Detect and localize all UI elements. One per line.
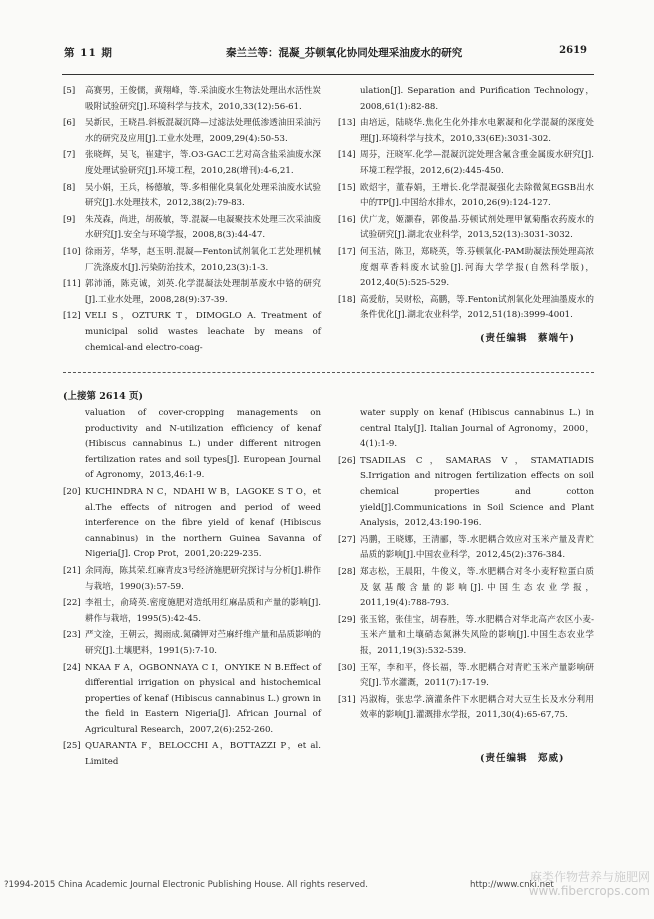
reference-number: [23] bbox=[63, 630, 81, 641]
reference-entry bbox=[338, 454, 594, 532]
reference-text: valuation of cover-cropping managements on productivity and N-utilization efficiency of kenaf (Hibiscus cannabinus L.) under different nitrogen fertilization rates and soil types[J]. European Journal of Agronomy，2013,46:1-9. bbox=[85, 408, 321, 481]
reference-text: QUARANTA F，BELOCCHI A，BOTTAZZI P，et al. Limited bbox=[85, 741, 321, 768]
reference-entry bbox=[338, 181, 594, 212]
reference-text: KUCHINDRA N C，NDAHI W B，LAGOKE S T O，et al.The effects of nitrogen and period of weed interference on the fibre yield of kenaf (Hibiscus cannabinus) in the northern Guinea Savanna of Nigeria[J]. Crop Prot，2001,20:229-235. bbox=[85, 486, 321, 560]
reference-text: 余同海，陈其荣.红麻青皮3号经济施肥研究探讨与分析[J].耕作与栽培，1990(3):57-59. bbox=[85, 565, 321, 592]
reference-number: [7] bbox=[63, 150, 76, 161]
reference-text: 郭沛涌，陈克诚，刘英.化学混凝法处理制革废水中铬的研究[J].工业水处理，2008,28(9):37-39. bbox=[85, 279, 321, 305]
reference-text: ulation[J]. Separation and Purification Technology，2008,61(1):82-88. bbox=[360, 86, 594, 112]
reference-number: [5] bbox=[63, 86, 76, 96]
section-separator bbox=[63, 372, 594, 373]
reference-number: [24] bbox=[63, 662, 81, 673]
page-number: 2619 bbox=[559, 45, 587, 56]
reference-entry bbox=[63, 116, 321, 147]
reference-number: [16] bbox=[338, 214, 356, 225]
reference-entry bbox=[338, 693, 594, 724]
reference-entry bbox=[63, 596, 321, 627]
reference-entry bbox=[338, 213, 594, 244]
reference-text: 冯淑梅，张忠学.滴灌条件下水肥耦合对大豆生长及水分利用效率的影响[J].灌溉排水学报，2011,30(4):65-67,75. bbox=[360, 694, 594, 721]
reference-number: [12] bbox=[63, 311, 81, 322]
reference-entry bbox=[338, 613, 594, 660]
reference-list-bottom-left bbox=[63, 406, 321, 772]
reference-entry bbox=[63, 309, 321, 356]
reference-text: 朱茂森，尚进，胡莜敏，等.混凝—电凝聚技术处理三次采油废水研究[J].安全与环境学报，2008,8(3):44-47. bbox=[85, 214, 321, 241]
reference-number: [13] bbox=[338, 118, 356, 129]
reference-number: [31] bbox=[338, 694, 356, 705]
reference-entry bbox=[338, 565, 594, 612]
reference-text: 由培远，陆晓华.焦化生化外排水电絮凝和化学混凝的深度处理[J].环境科学与技术，2010,33(6E):3031-302. bbox=[360, 118, 594, 144]
reference-text: 李祖士，俞琦英.密度施肥对造纸用红麻品质和产量的影响[J].耕作与栽培，1995(5):42-45. bbox=[85, 598, 321, 624]
reference-number: [10] bbox=[63, 246, 81, 257]
reference-text: 何玉洁，陈卫，郑晓英，等.芬顿氧化-PAM助凝法预处理高浓度烟草香料废水试验[J].河海大学学报(自然科学版)，2012,40(5):525-529. bbox=[360, 246, 594, 289]
reference-number: [30] bbox=[338, 662, 356, 673]
reference-entry bbox=[338, 116, 594, 147]
reference-entry bbox=[63, 406, 321, 484]
reference-text: 欧炤宇，董春娟，王增长.化学混凝强化去除微氮EGSB出水中的TP[J].中国给水排水，2010,26(9):124-127. bbox=[360, 182, 594, 209]
reference-number: [26] bbox=[338, 455, 356, 466]
reference-number: [15] bbox=[338, 182, 356, 193]
reference-number: [14] bbox=[338, 150, 356, 161]
reference-entry bbox=[63, 84, 321, 115]
reference-entry bbox=[338, 661, 594, 692]
reference-entry bbox=[63, 245, 321, 276]
reference-text: 高赛男，王俊儒，黄翔峰，等.采油废水生物法处理出水活性炭吸附试验研究[J].环境科学与技术，2010,33(12):56-61. bbox=[85, 86, 321, 112]
reference-text: 周芬，汪晓军.化学—混凝沉淀处理含氟含重金属废水研究[J].环境工程学报，2012,6(2):445-450. bbox=[360, 150, 594, 176]
reference-list-bottom-right bbox=[338, 406, 594, 725]
reference-entry bbox=[338, 245, 594, 292]
reference-text: 严文淦，王朝云，揭雨成.氮磷钾对苎麻纤维产量和品质影响的研究[J].土壤肥料，1991(5):7-10. bbox=[85, 630, 321, 656]
watermark-title: 麻类作物营养与施肥网 bbox=[529, 870, 650, 884]
reference-entry bbox=[63, 181, 321, 212]
reference-text: 伏广龙，姬灏春，郭俊晶.芬顿试剂处理甲氰菊酯农药废水的试验研究[J].湖北农业科学，2013,52(13):3031-3032. bbox=[360, 214, 594, 241]
reference-number: [27] bbox=[338, 534, 356, 545]
reference-entry bbox=[338, 533, 594, 564]
reference-entry bbox=[63, 661, 321, 739]
editor-credit-top: (责任编辑 蔡端午) bbox=[480, 333, 575, 344]
reference-text: VELI S，OZTURK T，DIMOGLO A. Treatment of municipal solid wastes leachate by means of chemical-and electro-coag- bbox=[85, 311, 321, 353]
reference-entry bbox=[63, 564, 321, 595]
reference-number: [25] bbox=[63, 741, 81, 752]
reference-text: 王军，李和平，佟长福，等.水肥耦合对青贮玉米产量影响研究[J].节水灌溉，2011(7):17-19. bbox=[360, 662, 594, 689]
reference-text: 吴小娟，王兵，杨德敏，等.多相催化臭氧化处理采油废水试验研究[J].水处理技术，2012,38(2):79-83. bbox=[85, 182, 321, 209]
reference-entry bbox=[63, 148, 321, 179]
watermark-url: www.fibercrops.com bbox=[528, 884, 650, 898]
reference-text: NKAA F A，OGBONNAYA C I，ONYIKE N B.Effect of differential irrigation on physical and histochemical properties of kenaf (Hibiscus cannabinus L.) grown in the field in Eastern Nigeria[J]. African Journal of Agricultural Research，2007,2(6):252-260. bbox=[85, 662, 321, 735]
reference-text: 高爱舫，吴财松，高鹏，等.Fenton试剂氧化处理油墨废水的条件优化[J].湖北农业科学，2012,51(18):3999-4001. bbox=[360, 294, 594, 321]
reference-entry bbox=[63, 213, 321, 244]
reference-text: 张玉铭，张佳宝，胡春胜，等.水肥耦合对华北高产农区小麦-玉米产量和土壤硝态氮淋失风险的影响[J].中国生态农业学报，2011,19(3):532-539. bbox=[360, 614, 594, 656]
reference-number: [21] bbox=[63, 565, 81, 576]
reference-list-top-left bbox=[63, 84, 321, 357]
reference-text: 张晓辉，吴飞，崔建宇，等.O3-GAC工艺对高含盐采油废水深度处理试验研究[J].环境工程，2010,28(增刊):4-6,21. bbox=[85, 150, 321, 176]
reference-entry bbox=[338, 406, 594, 453]
running-header bbox=[0, 38, 654, 68]
issue-number: 第 11 期 bbox=[64, 47, 113, 59]
reference-number: [29] bbox=[338, 614, 356, 625]
reference-entry bbox=[338, 293, 594, 324]
reference-text: water supply on kenaf (Hibiscus cannabinus L.) in central Italy[J]. Italian Journal of Agronomy，2000，4(1):1-9. bbox=[360, 408, 594, 450]
reference-list-top-right bbox=[338, 84, 594, 325]
reference-entry bbox=[338, 84, 594, 115]
reference-number: [20] bbox=[63, 486, 81, 497]
reference-number: [6] bbox=[63, 118, 76, 129]
reference-text: TSADILAS C，SAMARAS V，STAMATIADIS S.Irrigation and nitrogen fertilization effects on soil chemical properties and cotton yield[J].Communications in Soil Science and Plant Analysis，2012,43:190-196. bbox=[360, 455, 594, 529]
reference-entry bbox=[63, 485, 321, 563]
reference-text: 吴新民，王晓昌.斜板混凝沉降—过滤法处理低渗透油田采油污水的研究及应用[J].工业水处理，2009,29(4):50-53. bbox=[85, 118, 321, 144]
reference-number: [9] bbox=[63, 214, 76, 225]
cnki-url: http://www.cnki.net bbox=[470, 880, 554, 890]
editor-credit-bottom: (责任编辑 郑威) bbox=[480, 753, 565, 764]
reference-number: [22] bbox=[63, 598, 81, 609]
watermark bbox=[500, 870, 650, 898]
reference-entry bbox=[63, 739, 321, 770]
reference-text: 徐雨芳，华琴，赵玉明.混凝—Fenton试剂氧化工艺处理机械厂洗涤废水[J].污染防治技术，2010,23(3):1-3. bbox=[85, 246, 321, 273]
reference-entry bbox=[63, 628, 321, 659]
reference-entry bbox=[338, 148, 594, 179]
continuation-note: (上接第 2614 页) bbox=[63, 391, 144, 402]
reference-entry bbox=[63, 277, 321, 308]
reference-number: [18] bbox=[338, 294, 356, 305]
reference-text: 冯鹏，王晓娜，王清郦，等.水肥耦合效应对玉米产量及青贮品质的影响[J].中国农业科学，2012,45(2):376-384. bbox=[360, 534, 594, 561]
reference-number: [17] bbox=[338, 246, 356, 257]
reference-number: [11] bbox=[63, 279, 81, 290]
reference-text: 郑志松，王晨阳，牛俊义，等.水肥耦合对冬小麦籽粒蛋白质及氨基酸含量的影响[J].中国生态农业学报，2011,19(4):788-793. bbox=[360, 566, 594, 609]
copyright-notice: ?1994-2015 China Academic Journal Electronic Publishing House. All rights reserved. bbox=[4, 880, 368, 890]
reference-number: [8] bbox=[63, 182, 76, 193]
reference-number: [28] bbox=[338, 566, 356, 577]
header-rule bbox=[62, 74, 594, 75]
running-title: 秦兰兰等：混凝_芬顿氧化协同处理采油废水的研究 bbox=[226, 47, 463, 59]
